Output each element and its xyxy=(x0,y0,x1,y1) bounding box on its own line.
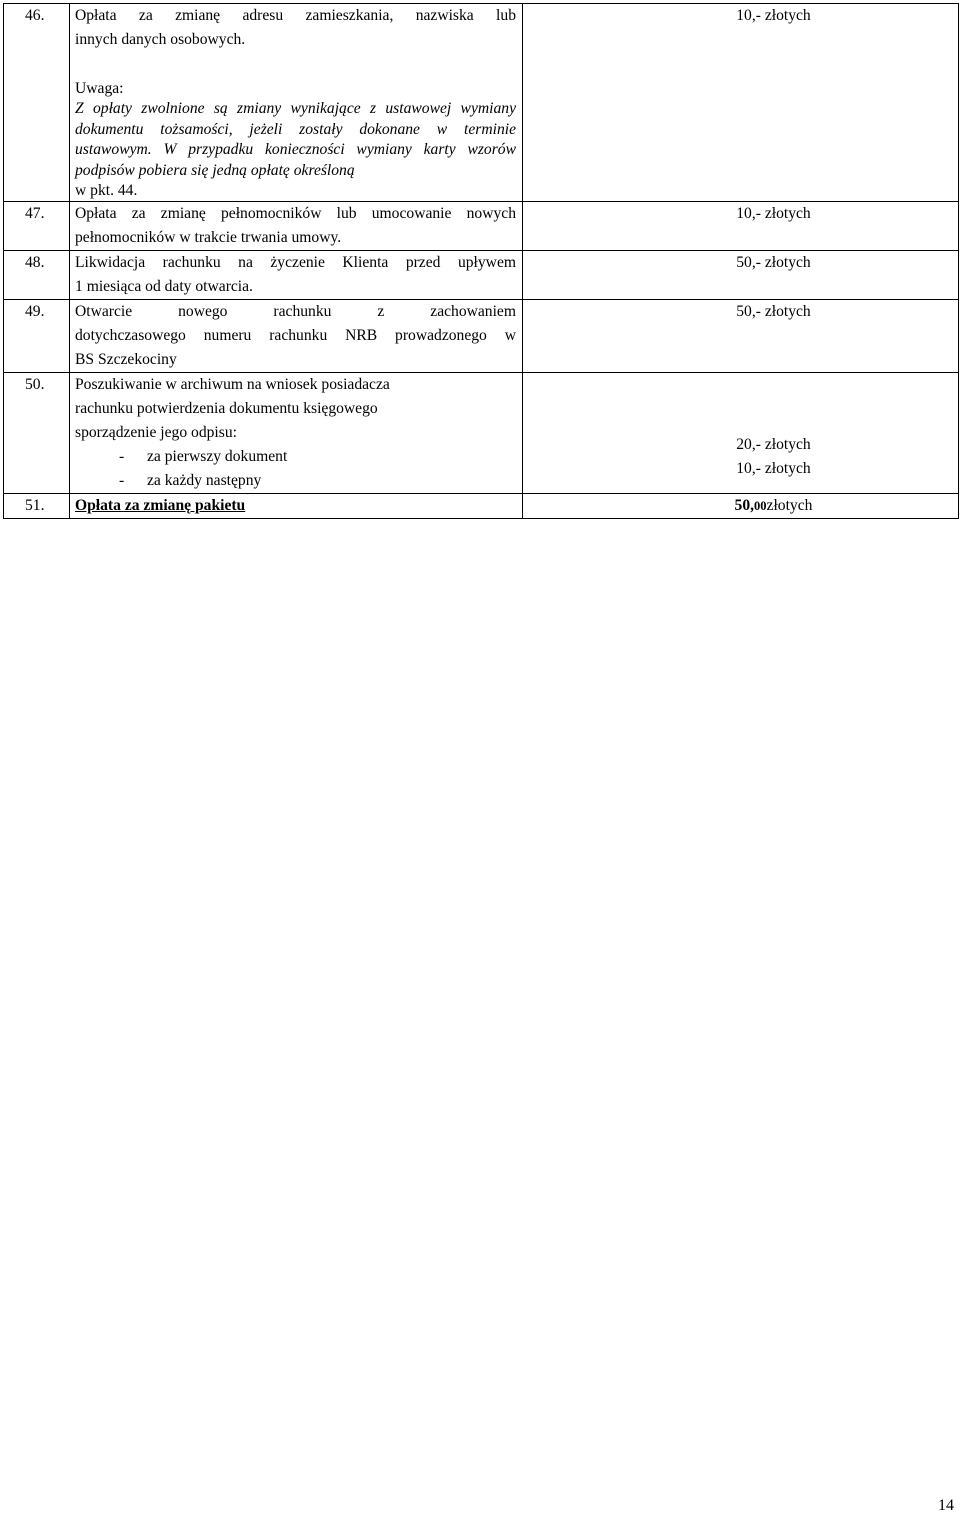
description-line: innych danych osobowych. xyxy=(75,31,246,48)
table-row xyxy=(4,202,959,251)
row-description xyxy=(70,4,523,202)
description-line: BS Szczekociny xyxy=(75,351,177,368)
row-fee: 50,- złotych xyxy=(523,251,959,300)
sub-item xyxy=(75,445,516,469)
fees-table xyxy=(3,3,959,519)
row-number: 48. xyxy=(4,251,70,300)
table-row xyxy=(4,494,959,519)
description-line: dotychczasowego numeru rachunku NRB prowadzonego w xyxy=(75,327,516,344)
note-body: Z opłaty zwolnione są zmiany wynikające z ustawowej wymiany dokumentu tożsamości, jeżeli zostały dokonane w terminie ustawowym. W przypadku konieczności wymiany karty wzorów podpisów pobiera się jedną opłatę określoną xyxy=(75,100,516,179)
note-tail: w pkt. 44. xyxy=(75,182,138,199)
table-row xyxy=(4,300,959,373)
note-title: Uwaga: xyxy=(75,80,124,97)
description-line: Poszukiwanie w archiwum na wniosek posiadacza xyxy=(75,376,390,393)
row-number: 47. xyxy=(4,202,70,251)
table-row xyxy=(4,251,959,300)
sub-item-label: za każdy następny xyxy=(147,472,262,489)
description-line: Otwarcie nowego rachunku z zachowaniem xyxy=(75,303,516,320)
row-fee xyxy=(523,494,959,519)
row-number: 51. xyxy=(4,494,70,519)
fee-amount: 50, xyxy=(734,497,755,514)
row-fee: 10,- złotych xyxy=(523,4,959,202)
fee-decimals: 00 xyxy=(754,499,767,513)
description-line: sporządzenie jego odpisu: xyxy=(75,424,237,441)
sub-item-fee: 10,- złotych xyxy=(736,460,811,477)
row-number: 49. xyxy=(4,300,70,373)
sub-item-dash: - xyxy=(119,472,125,489)
row-number: 46. xyxy=(4,4,70,202)
description-line: rachunku potwierdzenia dokumentu księgowego xyxy=(75,400,378,417)
row-description xyxy=(70,300,523,373)
fee-unit: złotych xyxy=(766,497,813,514)
description-line: pełnomocników w trakcie trwania umowy. xyxy=(75,229,342,246)
row-description xyxy=(70,251,523,300)
sub-item-fee: 20,- złotych xyxy=(736,436,811,453)
row-description xyxy=(70,373,523,494)
description-line: Opłata za zmianę pełnomocników lub umocowanie nowych xyxy=(75,205,516,222)
row-fee: 50,- złotych xyxy=(523,300,959,373)
description-line: 1 miesiąca od daty otwarcia. xyxy=(75,278,253,295)
row-description xyxy=(70,202,523,251)
row-fee: 10,- złotych xyxy=(523,202,959,251)
table-row xyxy=(4,373,959,494)
table-row xyxy=(4,4,959,202)
description-line: Likwidacja rachunku na życzenie Klienta przed upływem xyxy=(75,254,516,271)
sub-item xyxy=(75,469,516,493)
sub-item-label: za pierwszy dokument xyxy=(147,448,288,465)
page-number: 14 xyxy=(938,1497,954,1514)
row-description: Opłata za zmianę pakietu xyxy=(70,494,523,519)
description-line: Opłata za zmianę adresu zamieszkania, nazwiska lub xyxy=(75,7,516,24)
row-number: 50. xyxy=(4,373,70,494)
sub-item-dash: - xyxy=(119,448,125,465)
row-fee xyxy=(523,373,959,494)
